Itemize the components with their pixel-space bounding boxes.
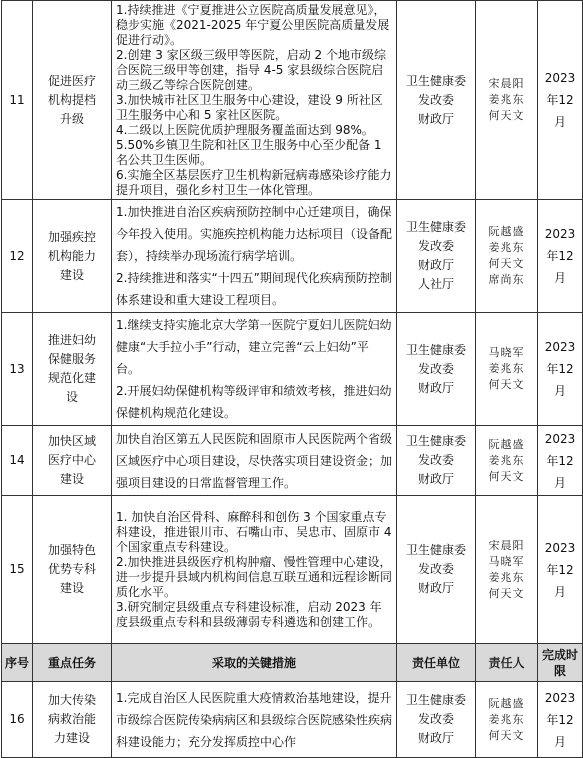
responsible-unit: 卫生健康委 发改委 财政厅 [397, 1, 476, 200]
responsible-person-signature: 阮越盛 姜兆东 何天文 席尚东 [476, 200, 538, 313]
responsible-person-signature: 阮越盛 姜兆东 何天文 [476, 682, 538, 758]
table-header-row [2, 644, 583, 682]
measure-item: 加快自治区第五人民医院和固原市人民医院两个省级区域医疗中心项目建设，尽快落实项目建设资金；加强项目建设的日常监督管理工作。 [116, 431, 393, 490]
task-name: 加快区域 医疗中心 建设 [33, 426, 112, 496]
table-row [2, 1, 583, 200]
task-name: 推进妇幼 保健服务 规范化建 设 [33, 313, 112, 426]
row-number: 15 [2, 496, 33, 644]
header-unit: 责任单位 [397, 644, 476, 682]
responsible-person-signature: 阮越盛 姜兆东 何天文 [476, 426, 538, 496]
measure-item: 2.创建 3 家区级三级甲等医院，启动 2 个地市级综合医院三级甲等创建，指导 4-5 家县级综合医院启动三级乙等综合医院创建。 [116, 47, 386, 92]
task-name: 加强疾控 机构能力 建设 [33, 200, 112, 313]
measures-cell [112, 313, 397, 426]
measure-item: 1.持续推进《宁夏推进公立医院高质量发展意见》，稳步实施《2021-2025 年宁夏公里医院高质量发展促进行动》。 [116, 2, 390, 47]
measure-item: 1.完成自治区人民医院重大疫情救治基地建设，提升市级综合医院传染病病区和县级综合医院感染性疾病科建设能力；充分发挥质控中心作 [116, 690, 393, 749]
measure-item: 6.实施全区基层医疗卫生机构新冠病毒感染诊疗能力提升项目，强化乡村卫生一体化管理。 [116, 167, 392, 197]
measure-item: 5.50%乡镇卫生院和社区卫生服务中心至少配备 1 名公共卫生医师。 [116, 137, 382, 167]
responsible-unit: 卫生健康委 发改委 财政厅 [397, 313, 476, 426]
deadline: 2023 年12 月 [538, 313, 583, 426]
responsible-person-signature: 宋晨阳 马晓军 姜兆东 何天文 [476, 496, 538, 644]
task-name: 加大传染 病救治能 力建设 [33, 682, 112, 758]
table-row [2, 313, 583, 426]
measure-item: 2.加快推进县级医疗机构肿瘤、慢性管理中心建设，进一步提升县域内机构间信息互联互通和远程诊断同质化水平。 [116, 554, 393, 599]
task-name: 加强特色 优势专科 建设 [33, 496, 112, 644]
responsible-person-signature: 宋晨阳 姜兆东 何天文 [476, 1, 538, 200]
header-no: 序号 [2, 644, 33, 682]
table-row [2, 200, 583, 313]
measures-cell [112, 426, 397, 496]
table-row [2, 426, 583, 496]
row-number: 12 [2, 200, 33, 313]
responsible-unit: 卫生健康委 发改委 财政厅 [397, 426, 476, 496]
measures-cell [112, 496, 397, 644]
deadline: 2023 年12 月 [538, 426, 583, 496]
measure-item: 2.持续推进和落实“十四五”期间现代化疾病预防控制体系建设和重大建设工程项目。 [116, 271, 392, 307]
row-number: 14 [2, 426, 33, 496]
header-deadline: 完成时限 [538, 644, 583, 682]
measure-item: 2.开展妇幼保健机构等级评审和绩效考核，推进妇幼保健机构规范化建设。 [116, 384, 392, 420]
header-task: 重点任务 [33, 644, 112, 682]
responsible-unit: 卫生健康委 发改委 财政厅 [397, 496, 476, 644]
deadline: 2023 年12 月 [538, 200, 583, 313]
measure-item: 1. 加快自治区骨科、麻醉科和创伤 3 个国家重点专科建设，推进银川市、石嘴山市、吴忠市、固原市 4 个国家重点专科建设。 [116, 509, 392, 554]
measures-cell [112, 682, 397, 758]
measure-item: 3.研究制定县级重点专科建设标准，启动 2023 年度县级重点专科和县级薄弱专科遴选和创建工作。 [116, 599, 382, 629]
deadline: 2023 年12 月 [538, 1, 583, 200]
header-person: 责任人 [476, 644, 538, 682]
table-row [2, 682, 583, 758]
measure-item: 4.二级以上医院优质护理服务覆盖面达到 98%。 [116, 122, 374, 137]
row-number: 11 [2, 1, 33, 200]
responsible-unit: 卫生健康委 发改委 财政厅 人社厅 [397, 200, 476, 313]
measure-item: 1.加快推进自治区疾病预防控制中心迁建项目，确保今年投入使用。实施疾控机构能力达标项目（设备配套），持续举办现场流行病学培训。 [116, 205, 393, 263]
row-number: 13 [2, 313, 33, 426]
measure-item: 1.继续支持实施北京大学第一医院宁夏妇儿医院妇幼健康“大手拉小手”行动，建立完善“云上妇幼”平台。 [116, 318, 392, 376]
row-number: 16 [2, 682, 33, 758]
header-measures: 采取的关键措施 [112, 644, 397, 682]
measures-cell [112, 1, 397, 200]
responsible-unit: 卫生健康委 发改委 财政厅 [397, 682, 476, 758]
task-name: 促进医疗 机构提档 升级 [33, 1, 112, 200]
responsible-person-signature: 马晓军 姜兆东 何天文 [476, 313, 538, 426]
table-row [2, 496, 583, 644]
measure-item: 3.加快城市社区卫生服务中心建设，建设 9 所社区卫生服务中心和 5 家社区医院。 [116, 92, 383, 122]
deadline: 2023 年12 月 [538, 682, 583, 758]
deadline: 2023 年12 月 [538, 496, 583, 644]
measures-cell [112, 200, 397, 313]
tasks-table [1, 0, 583, 758]
